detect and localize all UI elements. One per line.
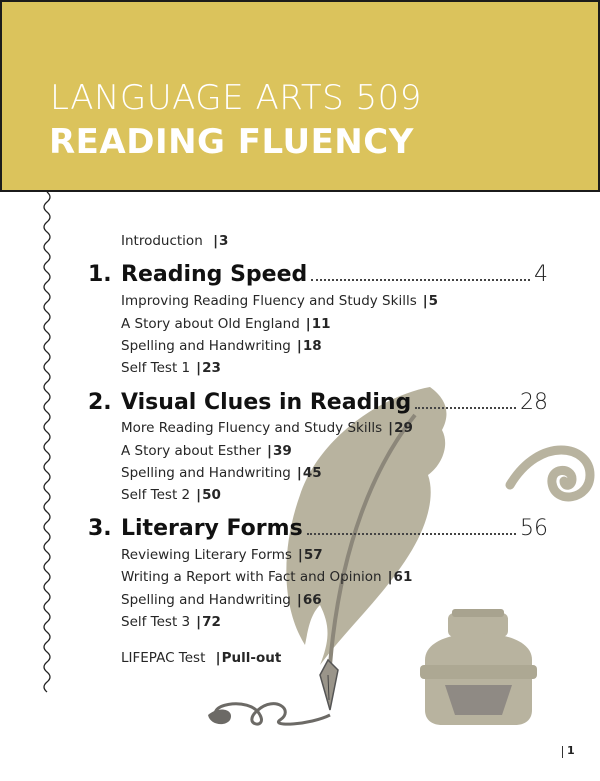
toc-item[interactable] xyxy=(121,420,413,436)
toc-item-label: Self Test 3 xyxy=(121,614,191,630)
dot-leader xyxy=(307,532,516,535)
toc-item[interactable] xyxy=(121,293,438,309)
section-title: Visual Clues in Reading xyxy=(121,390,412,415)
toc-item-label: Self Test 2 xyxy=(121,487,191,503)
page-number: 1 xyxy=(567,744,575,757)
toc-item[interactable] xyxy=(121,592,322,608)
dot-leader xyxy=(311,278,530,281)
toc-item-label: Reviewing Literary Forms xyxy=(121,547,292,563)
toc-item[interactable] xyxy=(121,316,331,332)
toc-item-page: | 5 xyxy=(423,293,438,309)
toc-item-page: | Pull-out xyxy=(216,650,282,666)
toc-item-page: | 29 xyxy=(388,420,413,436)
toc-item[interactable] xyxy=(121,465,322,481)
toc-item-page: | 57 xyxy=(298,547,323,563)
unit-title: READING FLUENCY xyxy=(49,122,414,162)
toc-item-page: | 45 xyxy=(297,465,322,481)
toc-item-page: | 66 xyxy=(297,592,322,608)
toc-item-label: Spelling and Handwriting xyxy=(121,592,291,608)
toc-item[interactable] xyxy=(121,487,221,503)
toc-item[interactable] xyxy=(121,338,322,354)
toc-item-page: | 18 xyxy=(297,338,322,354)
toc-item-page: | 50 xyxy=(196,487,221,503)
section-number: 1. xyxy=(88,262,112,287)
toc-item-label: A Story about Esther xyxy=(121,443,261,459)
toc-item-page: | 61 xyxy=(388,569,413,585)
toc-item[interactable] xyxy=(121,547,323,563)
toc-item-page: | 23 xyxy=(196,360,221,376)
toc-item-label: Spelling and Handwriting xyxy=(121,338,291,354)
toc-intro[interactable] xyxy=(121,233,228,249)
section-page: 56 xyxy=(520,516,548,541)
toc-item-page: | 39 xyxy=(267,443,292,459)
toc-item-page: | 3 xyxy=(213,233,228,249)
section-1-heading[interactable] xyxy=(88,262,548,290)
toc-item-page: | 11 xyxy=(306,316,331,332)
toc-item-label: Improving Reading Fluency and Study Skills xyxy=(121,293,417,309)
toc-item-label: A Story about Old England xyxy=(121,316,300,332)
toc-item[interactable] xyxy=(121,614,221,630)
footer-divider xyxy=(562,746,563,758)
toc-item-label: Self Test 1 xyxy=(121,360,191,376)
section-page: 28 xyxy=(520,390,548,415)
toc-item-label: More Reading Fluency and Study Skills xyxy=(121,420,383,436)
section-3-heading[interactable] xyxy=(88,516,548,544)
toc-item[interactable] xyxy=(121,443,292,459)
section-number: 3. xyxy=(88,516,112,541)
section-title: Literary Forms xyxy=(121,516,303,541)
toc-lifepac-test[interactable] xyxy=(121,650,281,666)
dot-leader xyxy=(415,406,516,409)
section-number: 2. xyxy=(88,390,112,415)
course-title: LANGUAGE ARTS 509 xyxy=(50,78,422,118)
toc-item-label: Introduction xyxy=(121,233,203,249)
toc-item-label: LIFEPAC Test xyxy=(121,650,206,666)
section-page: 4 xyxy=(534,262,548,287)
toc-item[interactable] xyxy=(121,360,221,376)
toc-item-label: Writing a Report with Fact and Opinion xyxy=(121,569,382,585)
section-2-heading[interactable] xyxy=(88,390,548,418)
section-title: Reading Speed xyxy=(121,262,308,287)
toc-item[interactable] xyxy=(121,569,412,585)
toc-item-page: | 72 xyxy=(196,614,221,630)
toc-item-label: Spelling and Handwriting xyxy=(121,465,291,481)
